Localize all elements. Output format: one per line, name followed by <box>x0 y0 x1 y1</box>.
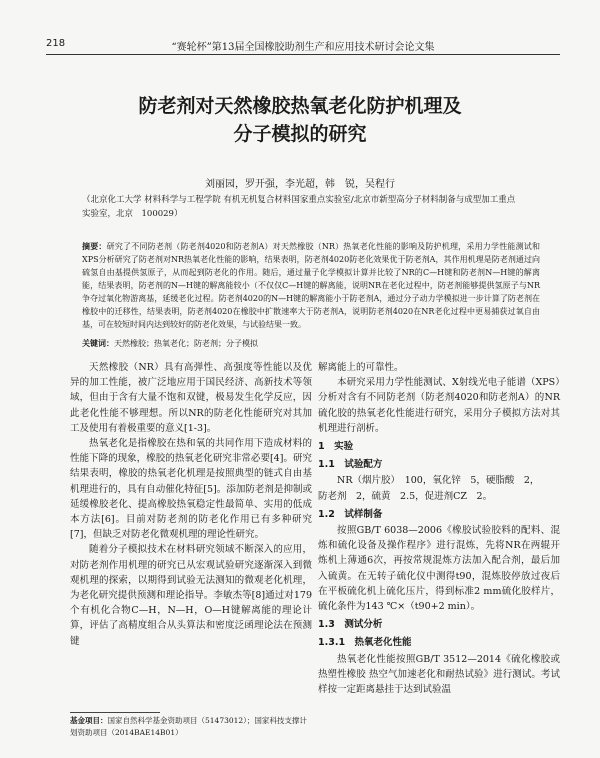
paragraph: 按照GB/T 6038—2006《橡胶试验胶料的配料、混炼和硫化设备及操作程序》进行混炼，先将NR在两辊开炼机上薄通6次，再按常规混炼方法加入配合剂，最后加入硫黄。在无转子硫化仪中测得t90，混炼胶停放过夜后在平板硫化机上硫化压片，得到标准2 mm硫化胶样片，硫化条件为143 ℃×（t90+2 min）。 <box>318 525 560 613</box>
formula-line: NR（烟片胶） 100，氧化锌 5，硬脂酸 2， <box>337 475 540 487</box>
paragraph: 热氧老化性能按照GB/T 3512—2014《硫化橡胶或热塑性橡胶 热空气加速老化和耐热试验》进行测试。考试样按一定距离悬挂于达到试验温 <box>318 653 560 696</box>
paragraph: 本研究采用力学性能测试、X射线光电子能谱（XPS）分析对含有不同防老剂（防老剂4020和防老剂A）的NR硫化胶的热氧老化性能进行研究，采用分子模拟方法对其机理进行剖析。 <box>318 377 560 434</box>
title-line-1: 防老剂对天然橡胶热氧老化防护机理及 <box>138 95 462 117</box>
body-column-left <box>70 360 312 649</box>
body-column-right <box>318 360 560 697</box>
formula-line: 防老剂 2，硫黄 2.5，促进剂CZ 2。 <box>318 490 493 502</box>
title-line-2: 分子模拟的研究 <box>233 123 367 145</box>
subsection-heading: 1.1 试验配方 <box>318 459 383 471</box>
footnote-label: 基金项目： <box>70 716 108 725</box>
journal-title: “赛轮杯”第13届全国橡胶助剂生产和应用技术研讨会论文集 <box>171 42 435 53</box>
keywords-text: 天然橡胶；热氧老化；防老剂；分子模拟 <box>114 339 258 348</box>
keywords <box>82 338 540 349</box>
keywords-label: 关键词： <box>82 338 114 348</box>
section-heading: 1 实验 <box>318 441 354 453</box>
footnote-text: 国家自然科学基金资助项目（51473012）；国家科技支撑计划资助项目（2014BAE14B01） <box>70 716 307 737</box>
paragraph: 随着分子模拟技术在材料研究领域不断深入的应用，对防老剂作用机理的研究已从宏观试验研究逐渐深入到微观机理的探索，以期得到试验无法测知的微观老化机理，为老化研究提供预测和理论指导。李敏杰等[8]通过对179个有机化合物C—H，N—H，O—H键解离能的理论计算，评估了高精度组合从头算法和密度泛函理论法在预测键 <box>70 544 312 647</box>
funding-footnote <box>70 715 312 739</box>
subsubsection-heading: 1.3.1 热氧老化性能 <box>318 637 412 649</box>
paragraph: 天然橡胶（NR）具有高弹性、高强度等性能以及优异的加工性能，被广泛地应用于国民经济、高新技术等领域，但由于含有大量不饱和双键，极易发生化学反应，因此老化性能不够理想。所以NR的防老化性能研究对其加工及使用有着极重要的意义[1-3]。 <box>70 362 312 434</box>
subsection-heading: 1.2 试样制备 <box>318 508 383 520</box>
page-number: 218 <box>46 38 66 49</box>
affiliation-line-1: （北京化工大学 材料科学与工程学院 有机无机复合材料国家重点实验室/北京市新型高分子材料制备与成型加工重点 <box>82 195 516 205</box>
abstract <box>82 240 540 331</box>
affiliation-line-2: 实验室，北京 100029） <box>82 209 183 219</box>
affiliation <box>82 193 540 221</box>
subsection-heading: 1.3 测试分析 <box>318 619 383 631</box>
footnote-divider <box>70 712 160 713</box>
paper-title <box>60 92 540 148</box>
abstract-label: 摘要： <box>82 241 107 251</box>
abstract-text: 研究了不同防老剂（防老剂4020和防老剂A）对天然橡胶（NR）热氧老化性能的影响及防护机理，采用力学性能测试和XPS分析研究了防老剂对NR热氧老化性能的影响，结果表明，防老剂4020防老化效果优于防老剂A，其作用机理是防老剂通过向硫氢自由基提供氢原子，从而起到防老化的作用。随后，通过量子化学模拟计算并比较了NR的C—H键和防老剂N—H键的解离能，结果表明，防老剂的N—H键的解离能较小（不仅仅C—H键的解离能，说明NR在老化过程中，防老剂能够提供氢原子与NR争夺过氧化物游离基，延缓老化过程。防老剂4020的N—H键的解离能小于防老剂A，通过分子动力学模拟进一步计算了防老剂在橡胶中的迁移性，结果表明，防老剂4020在橡胶中扩散速率大于防老剂A，说明防老剂4020在NR老化过程中更易捕获过氧自由基，可在较短时间内达到较好的防老化效果，与试验结果一致。 <box>82 242 541 329</box>
running-header <box>46 38 560 55</box>
paragraph-continuation: 解离能上的可靠性。 <box>318 362 404 373</box>
paragraph: 热氧老化是指橡胶在热和氧的共同作用下造成材料的性能下降的现象，橡胶的热氧老化研究非常必要[4]。研究结果表明，橡胶的热氧老化机理是按照典型的链式自由基机理进行的，具有自动催化特征[5]。添加防老剂是抑制或延缓橡胶老化、提高橡胶热氧稳定性最简单、实用的低成本方法[6]。目前对防老剂的防老化作用已有多种研究[7]，但缺乏对防老化微观机理的理论性研究。 <box>70 438 312 541</box>
author-list: 刘丽园，罗开强，李光超，韩 锐，吴程行 <box>205 179 395 190</box>
